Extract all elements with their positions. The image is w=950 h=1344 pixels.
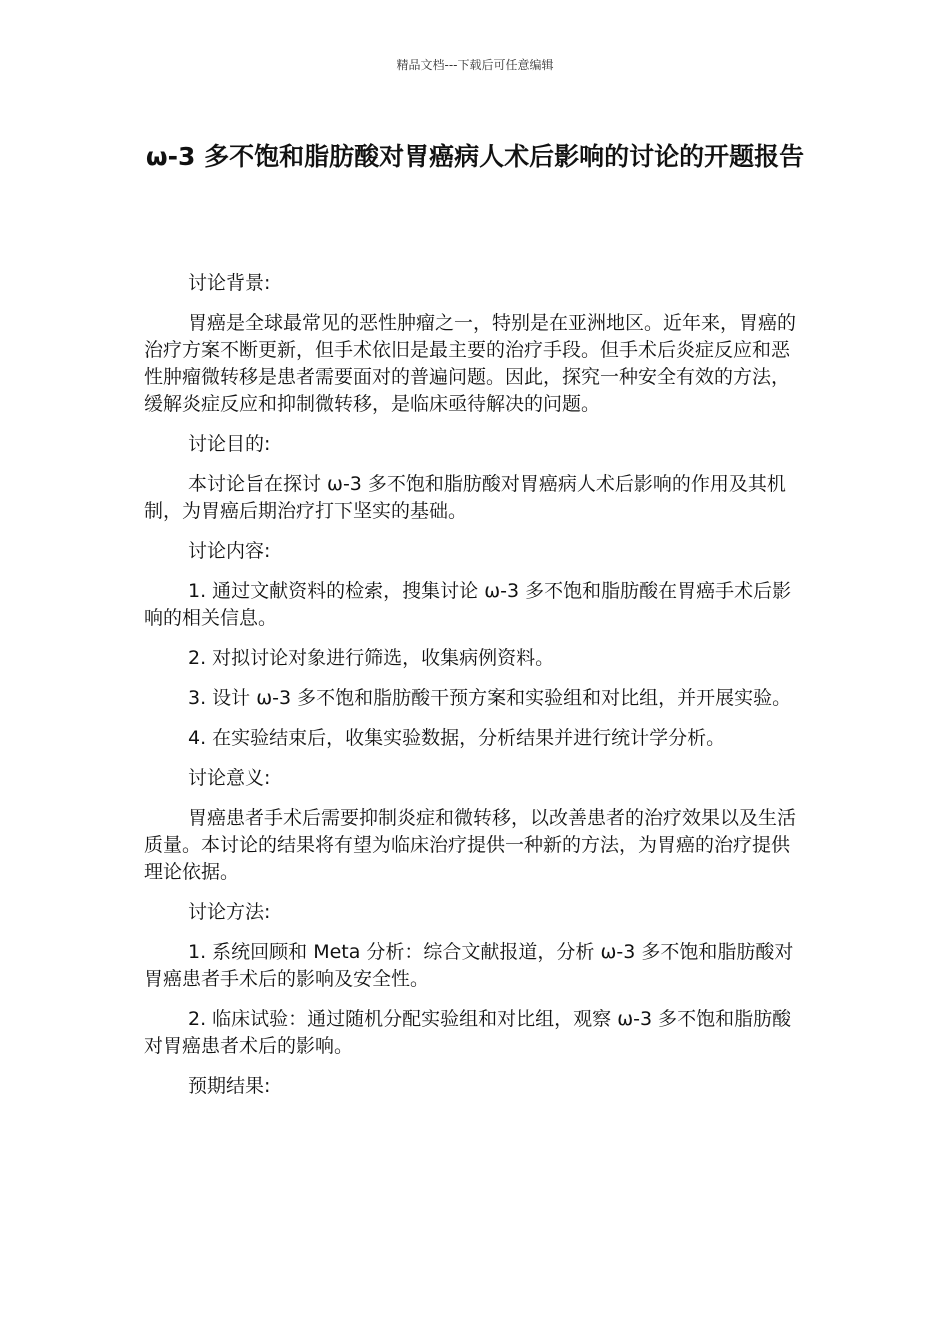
document-title: ω-3 多不饱和脂肪酸对胃癌病人术后影响的讨论的开题报告: [145, 142, 805, 171]
paragraph-significance: 胃癌患者手术后需要抑制炎症和微转移，以改善患者的治疗效果以及生活质量。本讨论的结果将有望为临床治疗提供一种新的方法，为胃癌的治疗提供理论依据。: [144, 807, 797, 883]
method-item-2: 2. 临床试验：通过随机分配实验组和对比组，观察 ω-3 多不饱和脂肪酸对胃癌患者术后的影响。: [144, 1008, 792, 1057]
section-heading-background: 讨论背景:: [188, 272, 271, 294]
page-header-note: 精品文档---下载后可任意编辑: [396, 58, 554, 72]
content-item-3: 3. 设计 ω-3 多不饱和脂肪酸干预方案和实验组和对比组，并开展实验。: [188, 687, 792, 709]
content-item-2: 2. 对拟讨论对象进行筛选，收集病例资料。: [188, 647, 555, 669]
content-item-4: 4. 在实验结束后，收集实验数据，分析结果并进行统计学分析。: [188, 727, 726, 749]
section-heading-expected-results: 预期结果:: [188, 1075, 271, 1097]
paragraph-background: 胃癌是全球最常见的恶性肿瘤之一，特别是在亚洲地区。近年来，胃癌的治疗方案不断更新，但手术依旧是最主要的治疗手段。但手术后炎症反应和恶性肿瘤微转移是患者需要面对的普遍问题。因此，探究一种安全有效的方法，缓解炎症反应和抑制微转移，是临床亟待解决的问题。: [144, 312, 797, 415]
section-heading-content: 讨论内容:: [188, 540, 271, 562]
paragraph-purpose: 本讨论旨在探讨 ω-3 多不饱和脂肪酸对胃癌病人术后影响的作用及其机制，为胃癌后期治疗打下坚实的基础。: [144, 473, 786, 522]
section-heading-purpose: 讨论目的:: [188, 433, 271, 455]
content-item-1: 1. 通过文献资料的检索，搜集讨论 ω-3 多不饱和脂肪酸在胃癌手术后影响的相关信息。: [144, 580, 792, 629]
section-heading-significance: 讨论意义:: [188, 767, 271, 789]
method-item-1: 1. 系统回顾和 Meta 分析：综合文献报道，分析 ω-3 多不饱和脂肪酸对胃癌患者手术后的影响及安全性。: [144, 941, 794, 990]
document-body: [144, 270, 806, 1113]
section-heading-methods: 讨论方法:: [188, 901, 271, 923]
